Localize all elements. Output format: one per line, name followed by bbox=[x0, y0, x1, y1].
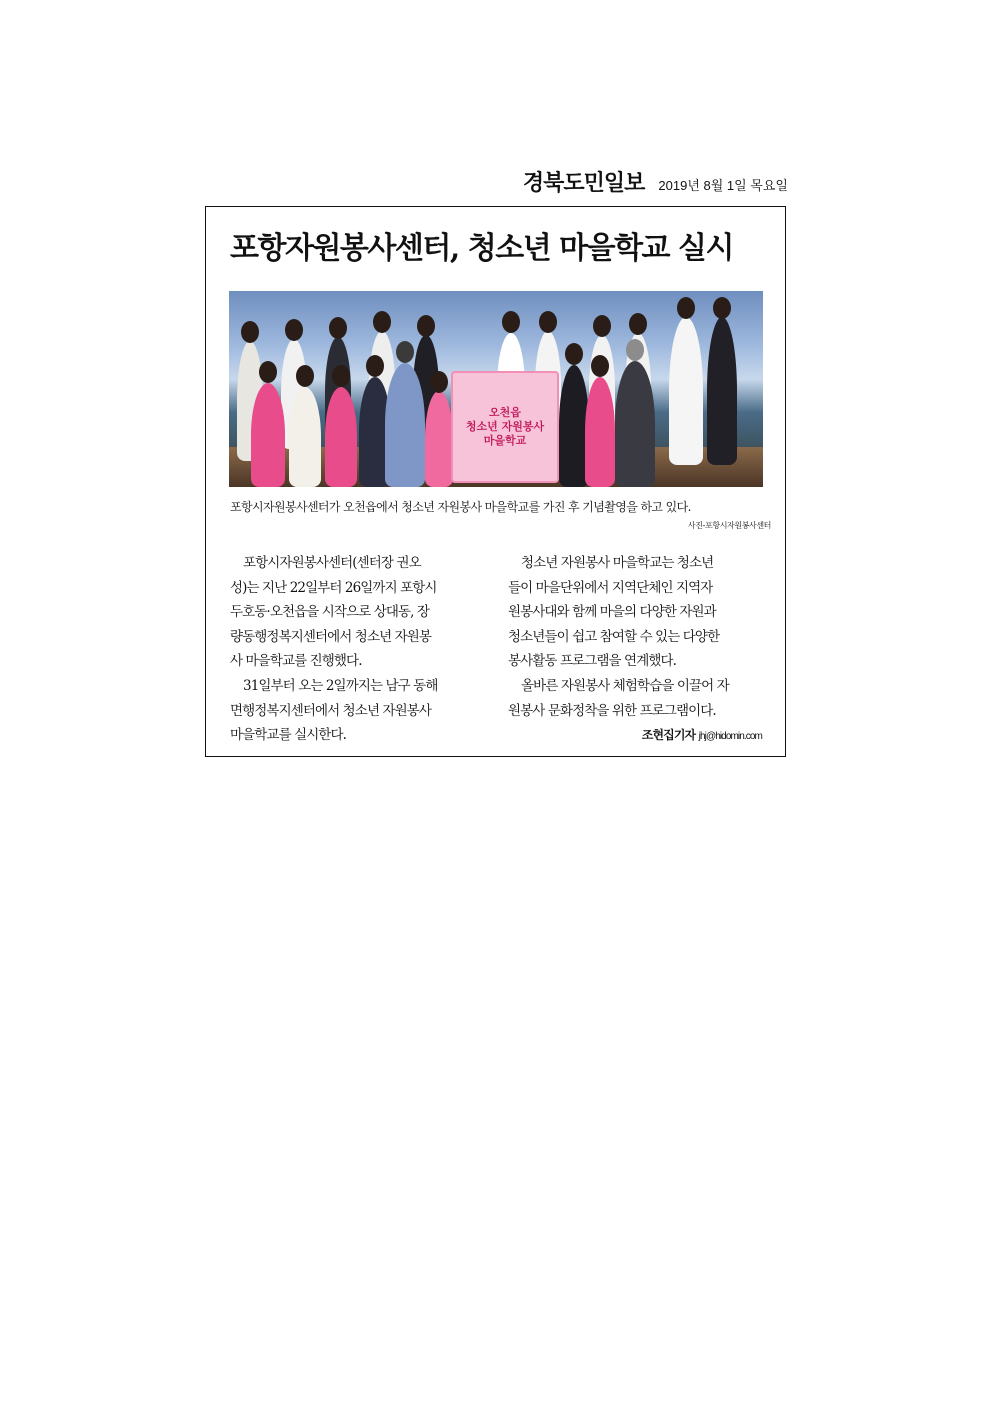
body-line: 두호동·오천읍을 시작으로 상대동, 장 bbox=[230, 604, 430, 621]
newspaper-name: 경북도민일보 bbox=[522, 171, 645, 196]
body-line: 사 마을학교를 진행했다. bbox=[230, 653, 362, 670]
photo-person bbox=[707, 317, 737, 465]
body-line: 올바른 자원봉사 체험학습을 이끌어 자 bbox=[521, 677, 729, 694]
body-line: 봉사활동 프로그램을 연계했다. bbox=[508, 653, 677, 670]
body-line: 성)는 지난 22일부터 26일까지 포항시 bbox=[230, 579, 437, 596]
photo-head bbox=[285, 319, 303, 341]
banner-line: 청소년 자원봉사 bbox=[465, 420, 545, 433]
photo-head bbox=[417, 315, 435, 337]
photo-person bbox=[325, 387, 357, 487]
body-line: 마을학교를 실시한다. bbox=[230, 727, 347, 744]
byline bbox=[508, 723, 762, 748]
body-line: 원봉사 문화정착을 위한 프로그램이다. bbox=[508, 702, 716, 719]
reporter-name: 조현집기자 bbox=[641, 728, 696, 743]
photo-head bbox=[332, 365, 350, 387]
body-line: 포항시자원봉사센터(센터장 권오 bbox=[243, 555, 421, 571]
reporter-email: jhj@hidomin.com bbox=[698, 731, 762, 743]
photo-head bbox=[713, 297, 731, 319]
article-headline: 포항자원봉사센터, 청소년 마을학교 실시 bbox=[230, 231, 733, 266]
photo-head bbox=[430, 371, 448, 393]
banner-line: 마을학교 bbox=[483, 434, 527, 447]
article-column-left bbox=[230, 551, 484, 748]
photo-person bbox=[669, 317, 703, 465]
photo-head bbox=[539, 311, 557, 333]
photo-head bbox=[677, 297, 695, 319]
photo-head bbox=[565, 343, 583, 365]
body-line: 원봉사대와 함께 마을의 다양한 자원과 bbox=[508, 604, 716, 621]
body-line: 면행정복지센터에서 청소년 자원봉사 bbox=[230, 702, 432, 719]
photo-head bbox=[629, 313, 647, 335]
body-line: 들이 마을단위에서 지역단체인 지역자 bbox=[508, 579, 713, 596]
masthead bbox=[506, 166, 788, 198]
photo-head bbox=[241, 321, 259, 343]
photo-head bbox=[259, 361, 277, 383]
photo-caption: 포항시자원봉사센터가 오천읍에서 청소년 자원봉사 마을학교를 가진 후 기념촬영을 하고 있다. bbox=[230, 500, 691, 514]
photo-head bbox=[373, 311, 391, 333]
photo-head bbox=[591, 355, 609, 377]
photo-head bbox=[502, 311, 520, 333]
photo-person bbox=[289, 387, 321, 487]
photo-person bbox=[385, 363, 425, 487]
photo-head bbox=[396, 341, 414, 363]
photo-banner bbox=[451, 371, 559, 483]
body-line: 청소년 자원봉사 마을학교는 청소년 bbox=[521, 555, 714, 571]
photo-credit: 사진-포항시자원봉사센터 bbox=[687, 521, 771, 530]
photo-person bbox=[425, 391, 453, 487]
photo-head bbox=[626, 339, 644, 361]
photo-head bbox=[593, 315, 611, 337]
photo-head bbox=[329, 317, 347, 339]
banner-line: 오천읍 bbox=[489, 406, 521, 419]
photo-head bbox=[296, 365, 314, 387]
photo-person bbox=[615, 361, 655, 487]
article-column-right bbox=[508, 551, 762, 748]
body-line: 량동행정복지센터에서 청소년 자원봉 bbox=[230, 628, 432, 645]
body-line: 31일부터 오는 2일까지는 남구 동해 bbox=[243, 677, 438, 694]
publication-date: 2019년 8월 1일 목요일 bbox=[658, 178, 788, 193]
body-line: 청소년들이 쉽고 참여할 수 있는 다양한 bbox=[508, 628, 720, 645]
photo-person bbox=[251, 383, 285, 487]
photo-head bbox=[366, 355, 384, 377]
article-photo bbox=[229, 291, 763, 487]
article-clipping bbox=[205, 206, 786, 757]
photo-person bbox=[585, 377, 615, 487]
